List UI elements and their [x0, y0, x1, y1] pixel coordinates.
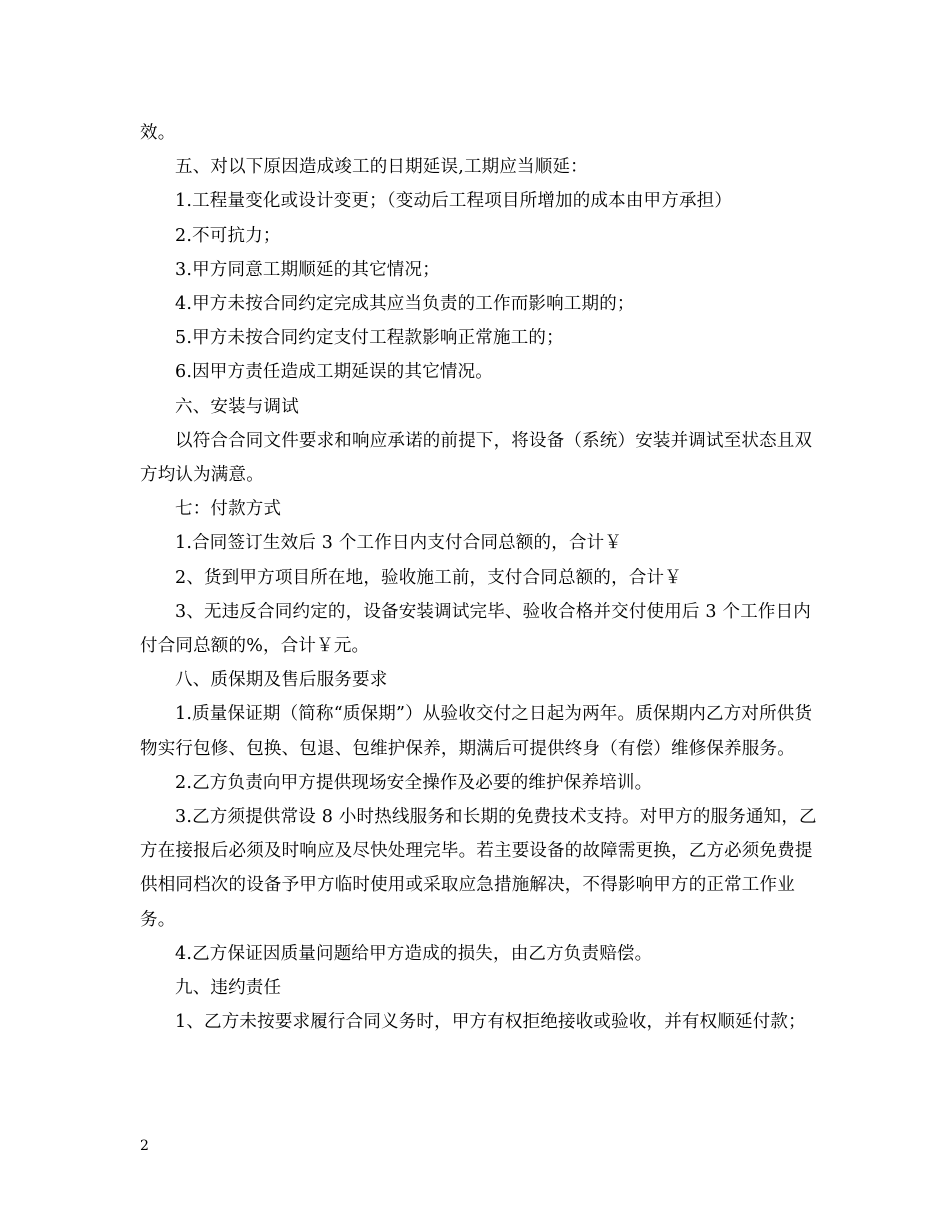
section-heading-nine: 九、违约责任: [175, 978, 282, 999]
list-item: 2.乙方负责向甲方提供现场安全操作及必要的维护保养培训。: [175, 772, 653, 793]
list-item: 4.乙方保证因质量问题给甲方造成的损失，由乙方负责赔偿。: [175, 943, 653, 964]
list-item: 2、货到甲方项目所在地，验收施工前，支付合同总额的，合计￥: [175, 567, 682, 588]
document-body: [140, 116, 820, 1039]
list-item: 1.质量保证期（简称“质保期”）从验收交付之日起为两年。质保期内乙方对所供货物实行包修、包换、包退、包维护保养，期满后可提供终身（有偿）维修保养服务。: [140, 704, 813, 759]
list-item: 1.合同签订生效后 3 个工作日内支付合同总额的，合计￥: [175, 533, 623, 554]
section-heading-eight: 八、质保期及售后服务要求: [175, 670, 388, 691]
list-item: 3、无违反合同约定的，设备安装调试完毕、验收合格并交付使用后 3 个工作日内付合同总额的%，合计￥元。: [140, 601, 811, 657]
list-item: 4.甲方未按合同约定完成其应当负责的工作而影响工期的；: [175, 294, 635, 315]
section-heading-six: 六、安装与调试: [175, 396, 299, 417]
list-item: 3.甲方同意工期顺延的其它情况；: [175, 259, 440, 280]
page-number: 2: [140, 1138, 149, 1154]
section-heading-seven: 七：付款方式: [175, 499, 282, 520]
list-item: 1、乙方未按要求履行合同义务时，甲方有权拒绝接收或验收，并有权顺延付款；: [175, 1012, 806, 1033]
paragraph: 以符合合同文件要求和响应承诺的前提下，将设备（系统）安装并调试至状态且双方均认为满意。: [140, 430, 813, 486]
list-item: 2.不可抗力；: [175, 225, 281, 246]
list-item: 3.乙方须提供常设 8 小时热线服务和长期的免费技术支持。对甲方的服务通知，乙方在接报后必须及时响应及尽快处理完毕。若主要设备的故障需更换，乙方必须免费提供相同档次的设备予甲方临时使用或采取应急措施解决，不得影响甲方的正常工作业务。: [140, 807, 817, 930]
list-item: 6.因甲方责任造成工期延误的其它情况。: [175, 362, 493, 383]
paragraph-continuation: 效。: [140, 123, 176, 143]
list-item: 1.工程量变化或设计变更；（变动后工程项目所增加的成本由甲方承担）: [175, 191, 733, 212]
list-item: 5.甲方未按合同约定支付工程款影响正常施工的；: [175, 328, 564, 349]
section-heading-five: 五、对以下原因造成竣工的日期延误,工期应当顺延：: [175, 157, 588, 178]
